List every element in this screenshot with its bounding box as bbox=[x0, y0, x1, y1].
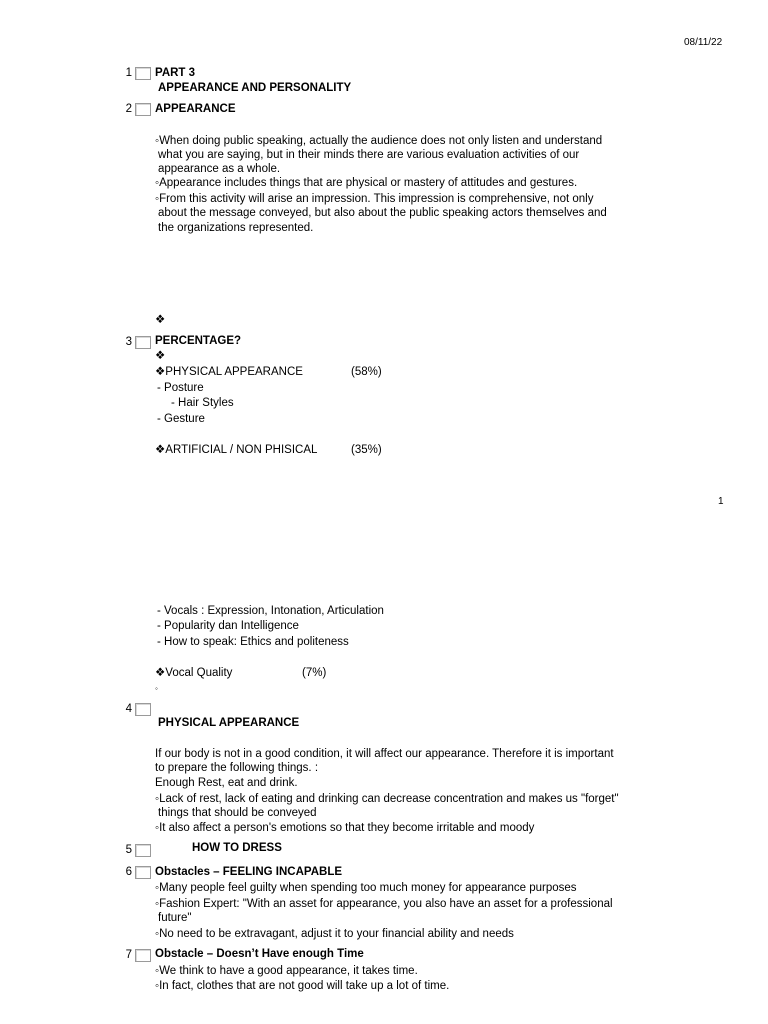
note-line: If our body is not in a good condition, it will affect our appearance. Therefore it is important bbox=[155, 748, 614, 760]
artificial-label: ❖ARTIFICIAL / NON PHISICAL bbox=[155, 444, 318, 456]
slide-checkbox[interactable] bbox=[135, 67, 151, 80]
slide-title: APPEARANCE bbox=[155, 103, 236, 115]
note-line: ◦No need to be extravagant, adjust it to your financial ability and needs bbox=[155, 928, 514, 940]
list-item: - Hair Styles bbox=[171, 397, 234, 409]
note-line: what you are saying, but in their minds there are various evaluation activities of our bbox=[158, 149, 580, 161]
print-date: 08/11/22 bbox=[684, 37, 723, 48]
slide-title: HOW TO DRESS bbox=[192, 842, 282, 854]
list-item: - Popularity dan Intelligence bbox=[157, 620, 299, 632]
slide-number: 7 bbox=[125, 949, 132, 961]
slide-subtitle: APPEARANCE AND PERSONALITY bbox=[158, 82, 352, 94]
slide-number: 6 bbox=[125, 866, 132, 878]
note-line: to prepare the following things. : bbox=[155, 762, 319, 774]
note-line: about the message conveyed, but also about the public speaking actors themselves and bbox=[158, 207, 607, 219]
slide-title: PHYSICAL APPEARANCE bbox=[158, 717, 300, 729]
slide-checkbox[interactable] bbox=[135, 103, 151, 116]
slide-checkbox[interactable] bbox=[135, 703, 151, 716]
note-line: ◦Lack of rest, lack of eating and drinking can decrease concentration and makes us "forget" bbox=[155, 793, 619, 805]
slide-number: 5 bbox=[125, 844, 132, 856]
note-line: ◦It also affect a person's emotions so that they become irritable and moody bbox=[155, 822, 535, 834]
page-number: 1 bbox=[718, 496, 724, 507]
physical-appearance-label: ❖PHYSICAL APPEARANCE bbox=[155, 366, 303, 378]
note-line: ◦Many people feel guilty when spending too much money for appearance purposes bbox=[155, 882, 577, 894]
slide-title: PERCENTAGE? bbox=[155, 335, 242, 347]
vocal-quality-label: ❖Vocal Quality bbox=[155, 667, 233, 679]
note-line: ◦In fact, clothes that are not good will take up a lot of time. bbox=[155, 980, 450, 992]
list-item: - How to speak: Ethics and politeness bbox=[157, 636, 349, 648]
slide-number: 4 bbox=[125, 703, 132, 715]
vocal-quality-percent: (7%) bbox=[302, 667, 327, 679]
note-line: future" bbox=[158, 912, 192, 924]
bullet-icon: ❖ bbox=[155, 350, 166, 362]
physical-appearance-percent: (58%) bbox=[351, 366, 382, 378]
slide-number: 3 bbox=[125, 336, 132, 348]
list-item: - Posture bbox=[157, 382, 204, 394]
slide-title: Obstacle – Doesn’t Have enough Time bbox=[155, 948, 364, 960]
list-item: - Gesture bbox=[157, 413, 205, 425]
note-line: Enough Rest, eat and drink. bbox=[155, 777, 298, 789]
note-line: ◦Appearance includes things that are physical or mastery of attitudes and gestures. bbox=[155, 177, 578, 189]
note-line: ◦When doing public speaking, actually the audience does not only listen and understand bbox=[155, 135, 603, 147]
note-line: ◦Fashion Expert: "With an asset for appearance, you also have an asset for a professional bbox=[155, 898, 613, 910]
slide-number: 2 bbox=[125, 103, 132, 115]
slide-number: 1 bbox=[125, 67, 132, 79]
artificial-percent: (35%) bbox=[351, 444, 382, 456]
bullet-icon: ❖ bbox=[155, 314, 166, 326]
slide-checkbox[interactable] bbox=[135, 949, 151, 962]
note-line: things that should be conveyed bbox=[158, 807, 317, 819]
note-line: appearance as a whole. bbox=[158, 163, 281, 175]
note-line: the organizations represented. bbox=[158, 222, 314, 234]
slide-title: Obstacles – FEELING INCAPABLE bbox=[155, 866, 343, 878]
note-line: ◦We think to have a good appearance, it takes time. bbox=[155, 965, 418, 977]
list-item: - Vocals : Expression, Intonation, Articulation bbox=[157, 605, 384, 617]
slide-title: PART 3 bbox=[155, 67, 196, 79]
slide-checkbox[interactable] bbox=[135, 866, 151, 879]
slide-checkbox[interactable] bbox=[135, 844, 151, 857]
note-line: ◦From this activity will arise an impression. This impression is comprehensive, not only bbox=[155, 193, 594, 205]
bullet-icon: ◦ bbox=[155, 684, 158, 693]
slide-checkbox[interactable] bbox=[135, 336, 151, 349]
